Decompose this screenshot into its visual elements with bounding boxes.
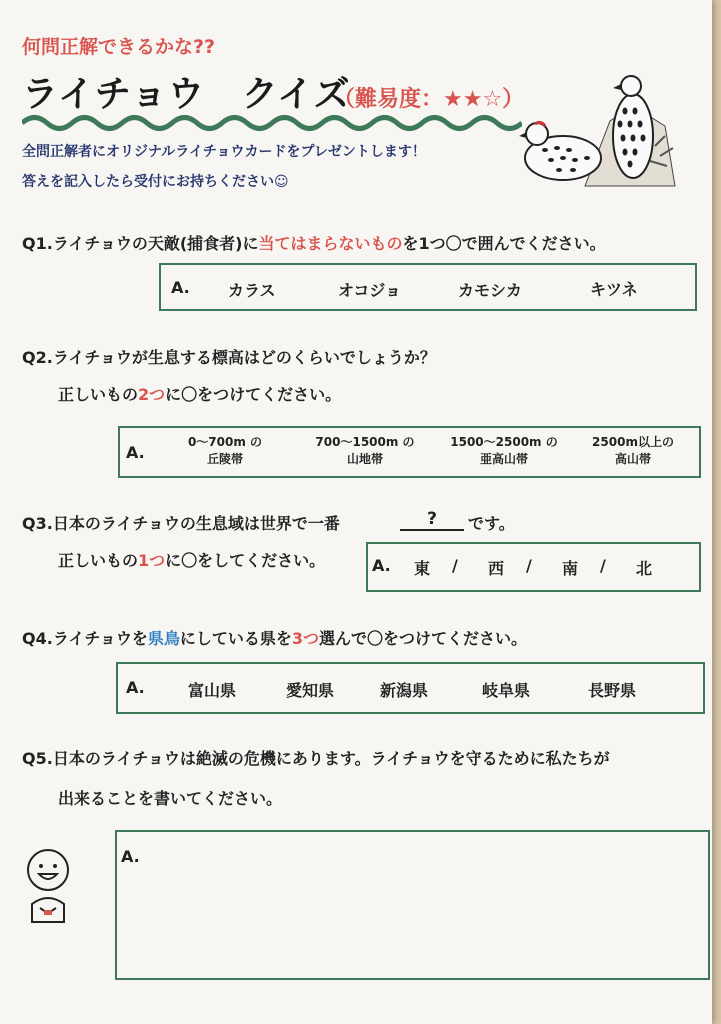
smiley-figure-doodle bbox=[18, 848, 78, 926]
q3-answer-label: A. bbox=[372, 556, 391, 575]
q4-option[interactable]: 新潟県 bbox=[380, 681, 429, 700]
q4-option[interactable]: 愛知県 bbox=[286, 681, 335, 700]
q3-option[interactable]: 南 bbox=[562, 559, 579, 578]
q2-option[interactable]: 2500m以上の 高山帯 bbox=[592, 435, 674, 466]
q4-option[interactable]: 富山県 bbox=[188, 681, 237, 700]
q5-answer-box[interactable] bbox=[115, 830, 710, 980]
q2-option[interactable]: 0～700m の 丘陵帯 bbox=[187, 435, 263, 466]
q1-option[interactable]: オコジョ bbox=[338, 281, 402, 300]
q3-option[interactable]: 西 bbox=[488, 559, 505, 578]
q3-separator: / bbox=[452, 556, 458, 575]
ptarmigan-illustration bbox=[515, 66, 680, 196]
q4-option[interactable]: 長野県 bbox=[588, 681, 637, 700]
q1-answer-label: A. bbox=[171, 278, 190, 297]
q4-text: Q4.ライチョウを県鳥にしている県を3つ選んで〇をつけてください。 bbox=[22, 629, 528, 648]
submit-instruction: 答えを記入したら受付にお持ちください☺ bbox=[22, 174, 289, 190]
q3-text: Q3.日本のライチョウの生息域は世界で一番 bbox=[22, 514, 340, 533]
q1-option[interactable]: カモシカ bbox=[458, 281, 523, 300]
q5-answer-label: A. bbox=[121, 847, 140, 866]
q2-option[interactable]: 700～1500m の 山地帯 bbox=[315, 435, 415, 466]
q3-blank: ? bbox=[400, 509, 464, 531]
q5-text-line2: 出来ることを書いてください。 bbox=[58, 789, 283, 808]
q2-instruction: 正しいもの2つに〇をつけてください。 bbox=[58, 385, 342, 404]
difficulty-rating: （難易度：★★☆） bbox=[333, 87, 525, 112]
quiz-title: ライチョウ クイズ bbox=[22, 74, 351, 115]
q3-instruction: 正しいもの1つに〇をしてください。 bbox=[58, 551, 326, 570]
present-note: 全問正解者にオリジナルライチョウカードをプレゼントします！ bbox=[22, 144, 426, 160]
q4-answer-label: A. bbox=[126, 678, 145, 697]
q3-option[interactable]: 東 bbox=[414, 559, 431, 578]
q1-option[interactable]: カラス bbox=[228, 281, 276, 300]
q2-option[interactable]: 1500～2500m の 亜高山帯 bbox=[450, 435, 558, 466]
q2-text: Q2.ライチョウが生息する標高はどのくらいでしょうか？ bbox=[22, 348, 436, 367]
q1-text: Q1.ライチョウの天敵(捕食者)に当てはまらないものを1つ〇で囲んでください。 bbox=[22, 234, 606, 253]
q3-separator: / bbox=[526, 556, 532, 575]
header-subtitle: 何問正解できるかな?? bbox=[22, 36, 216, 58]
q4-option[interactable]: 岐阜県 bbox=[482, 681, 531, 700]
q2-answer-label: A. bbox=[126, 443, 145, 462]
q3-option[interactable]: 北 bbox=[636, 559, 653, 578]
q3-separator: / bbox=[600, 556, 606, 575]
q3-text-end: です。 bbox=[468, 514, 515, 533]
wave-divider bbox=[22, 112, 522, 134]
q5-text: Q5.日本のライチョウは絶滅の危機にあります。ライチョウを守るために私たちが bbox=[22, 749, 610, 768]
q1-option[interactable]: キツネ bbox=[590, 280, 638, 299]
